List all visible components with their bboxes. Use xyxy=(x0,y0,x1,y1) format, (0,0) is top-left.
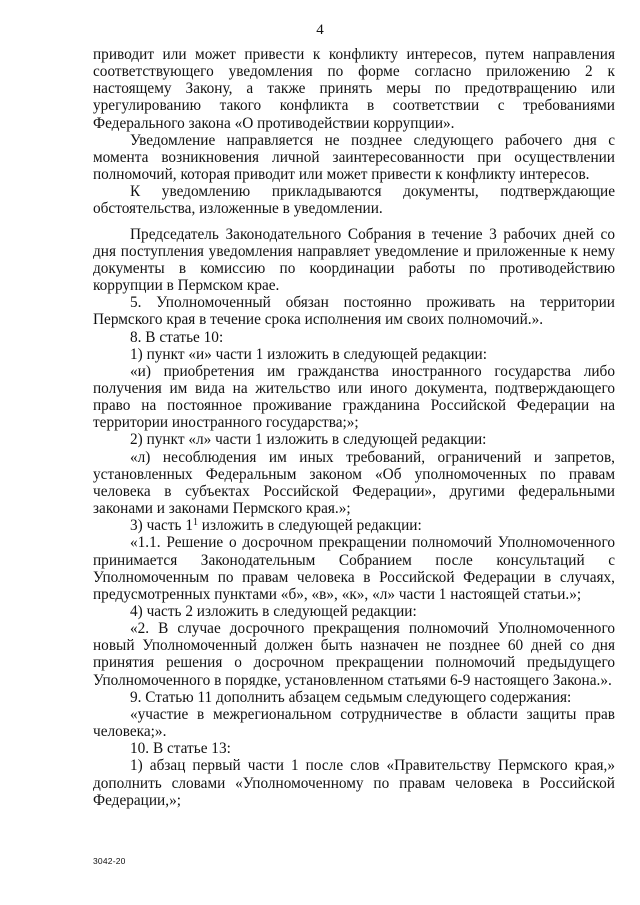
paragraph: Председатель Законодательного Собрания в течение 3 рабочих дней со дня поступления уведомления направляет уведомление и приложенные к нему документы в комиссию по координации работы по противодействию коррупции в Пермском крае. xyxy=(93,225,615,295)
paragraph: 8. В статье 10: xyxy=(130,328,224,346)
paragraph: Уведомление направляется не позднее следующего рабочего дня с момента возникновения личной заинтересованности при осуществлении полномочий, которая приводит или может привести к конфликту интересов. xyxy=(93,131,615,184)
document-code: 3042-20 xyxy=(93,856,126,866)
paragraph: К уведомлению прикладываются документы, подтверждающие обстоятельства, изложенные в уведомлении. xyxy=(93,183,615,218)
paragraph-text: изложить в следующей редакции: xyxy=(197,517,422,535)
paragraph: 2) пункт «л» части 1 изложить в следующей редакции: xyxy=(130,431,487,449)
paragraph: «2. В случае досрочного прекращения полномочий Уполномоченного новый Уполномоченный должен быть назначен не позднее 60 дней со дня принятия решения о досрочном прекращении полномочий предыдущего Уполномоченного в порядке, установленном статьями 6-9 настоящего Закона.». xyxy=(93,620,615,689)
paragraph xyxy=(93,517,615,534)
paragraph: 9. Статью 11 дополнить абзацем седьмым следующего содержания: xyxy=(130,688,572,706)
paragraph: «л) несоблюдения им иных требований, ограничений и запретов, установленных Федеральным законом «Об уполномоченных по правам человека в субъектах Российской Федерации», другими федеральными законами и законами Пермского края.»; xyxy=(93,448,615,518)
paragraph: 10. В статье 13: xyxy=(130,740,231,758)
paragraph: «участие в межрегиональном сотрудничестве в области защиты прав человека;». xyxy=(93,705,615,741)
paragraph: 4) часть 2 изложить в следующей редакции: xyxy=(130,603,417,620)
paragraph: «1.1. Решение о досрочном прекращении полномочий Уполномоченного принимается Законодательным Собранием после консультаций с Уполномоченным по правам человека в Российской Федерации в случаях, предусмотренных пунктами «б», «в», «к», «л» части 1 настоящей статьи.»; xyxy=(93,534,615,603)
paragraph: «и) приобретения им гражданства иностранного государства либо получения им вида на жительство или иного документа, подтверждающего право на постоянное проживание гражданина Российской Федерации на территории иностранного государства;»; xyxy=(93,362,615,432)
paragraph: 5. Уполномоченный обязан постоянно проживать на территории Пермского края в течение срока исполнения им своих полномочий.». xyxy=(93,294,615,329)
paragraph: 1) абзац первый части 1 после слов «Правительству Пермского края,» дополнить словами «Уполномоченному по правам человека в Российской Федерации,»; xyxy=(93,757,615,809)
page-body xyxy=(93,46,615,809)
page-number: 4 xyxy=(316,22,324,38)
paragraph-continuation: приводит или может привести к конфликту интересов, путем направления соответствующего уведомления по форме согласно приложению 2 к настоящему Закону, а также принять меры по предотвращению или урегулированию такого конфликта в соответствии с требованиями Федерального закона «О противодействии коррупции». xyxy=(93,46,615,132)
superscript: 1 xyxy=(192,517,198,529)
paragraph: 1) пункт «и» части 1 изложить в следующей редакции: xyxy=(130,345,487,363)
paragraph-text: 3) часть 1 xyxy=(130,517,193,535)
